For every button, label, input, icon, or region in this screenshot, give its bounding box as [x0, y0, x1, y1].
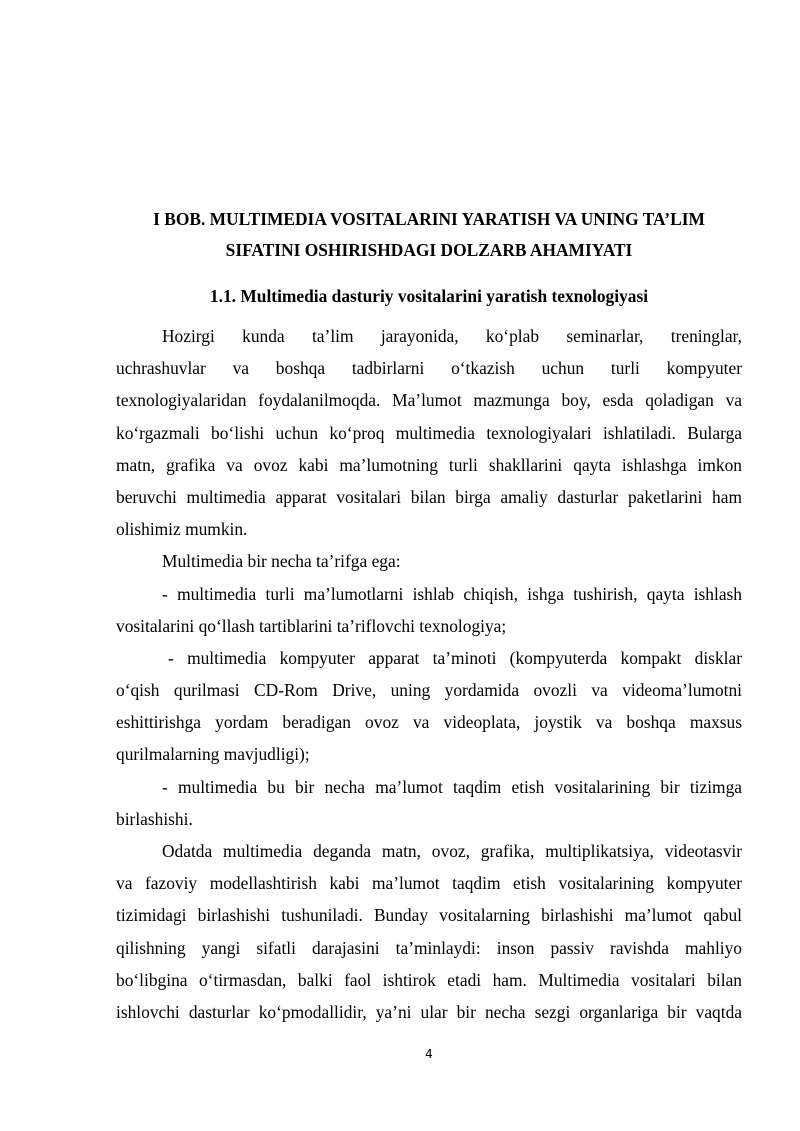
section-title: 1.1. Multimedia dasturiy vositalarini yaratish texnologiyasi	[209, 286, 649, 306]
body-text	[116, 320, 742, 1028]
paragraph-3-line: - multimedia turli ma’lumotlarni ishlab chiqish, ishga tushirish, qayta ishlash	[162, 583, 742, 604]
paragraph-1-line: texnologiyalaridan foydalanilmoqda. Ma’lumot mazmunga boy, esda qoladigan va	[116, 390, 742, 411]
paragraph-3-line: vositalarini qo‘llash tartiblarini ta’riflovchi texnologiya;	[116, 615, 507, 636]
paragraph-1-line: olishimiz mumkin.	[116, 519, 248, 540]
paragraph-1-line: matn, grafika va ovoz kabi ma’lumotning turli shakllarini qayta ishlashga imkon	[116, 454, 742, 475]
paragraph-4-line: o‘qish qurilmasi CD-Rom Drive, uning yordamida ovozli va videoma’lumotni	[116, 680, 742, 701]
paragraph-2-line: Multimedia bir necha ta’rifga ega:	[162, 551, 401, 572]
paragraph-1-line: Hozirgi kunda ta’lim jarayonida, ko‘plab seminarlar, treninglar,	[162, 326, 742, 346]
paragraph-1-line: ko‘rgazmali bo‘lishi uchun ko‘proq multimedia texnologiyalari ishlatiladi. Bularga	[116, 422, 742, 443]
paragraph-4-line: eshittirishga yordam beradigan ovoz va videoplata, joystik va boshqa maxsus	[116, 712, 742, 733]
paragraph-1-line: uchrashuvlar va boshqa tadbirlarni o‘tkazish uchun turli kompyuter	[116, 358, 742, 379]
paragraph-6-line: ishlovchi dasturlar ko‘pmodallidir, ya’ni ular bir necha sezgi organlariga bir vaqtda	[116, 1001, 742, 1022]
paragraph-4-line: - multimedia kompyuter apparat ta’minoti (kompyuterda kompakt disklar	[168, 647, 742, 668]
paragraph-5-line: - multimedia bu bir necha ma’lumot taqdim etish vositalarining bir tizimga	[162, 776, 742, 797]
paragraph-4-line: qurilmalarning mavjudligi);	[116, 744, 310, 765]
paragraph-6-line: tizimidagi birlashishi tushuniladi. Bunday vositalarning birlashishi ma’lumot qabul	[116, 905, 742, 926]
chapter-title-line-2: SIFATINI OSHIRISHDAGI DOLZARB AHAMIYATI	[225, 240, 633, 260]
page-number: 4	[425, 1047, 433, 1061]
paragraph-6-line: va fazoviy modellashtirish kabi ma’lumot taqdim etish vositalarining kompyuter	[116, 873, 742, 894]
paragraph-6-line: bo‘libgina o‘tirmasdan, balki faol ishtirok etadi ham. Multimedia vositalari bilan	[116, 969, 742, 990]
paragraph-6-line: qilishning yangi sifatli darajasini ta’minlaydi: inson passiv ravishda mahliyo	[116, 937, 742, 958]
document-page	[116, 0, 742, 1131]
paragraph-6-line: Odatda multimedia deganda matn, ovoz, grafika, multiplikatsiya, videotasvir	[162, 841, 742, 861]
paragraph-5-line: birlashishi.	[116, 808, 193, 829]
paragraph-1-line: beruvchi multimedia apparat vositalari bilan birga amaliy dasturlar paketlarini ham	[116, 486, 742, 507]
chapter-title-line-1: I BOB. MULTIMEDIA VOSITALARINI YARATISH VA UNING TA’LIM	[153, 209, 705, 229]
chapter-title	[116, 204, 742, 266]
